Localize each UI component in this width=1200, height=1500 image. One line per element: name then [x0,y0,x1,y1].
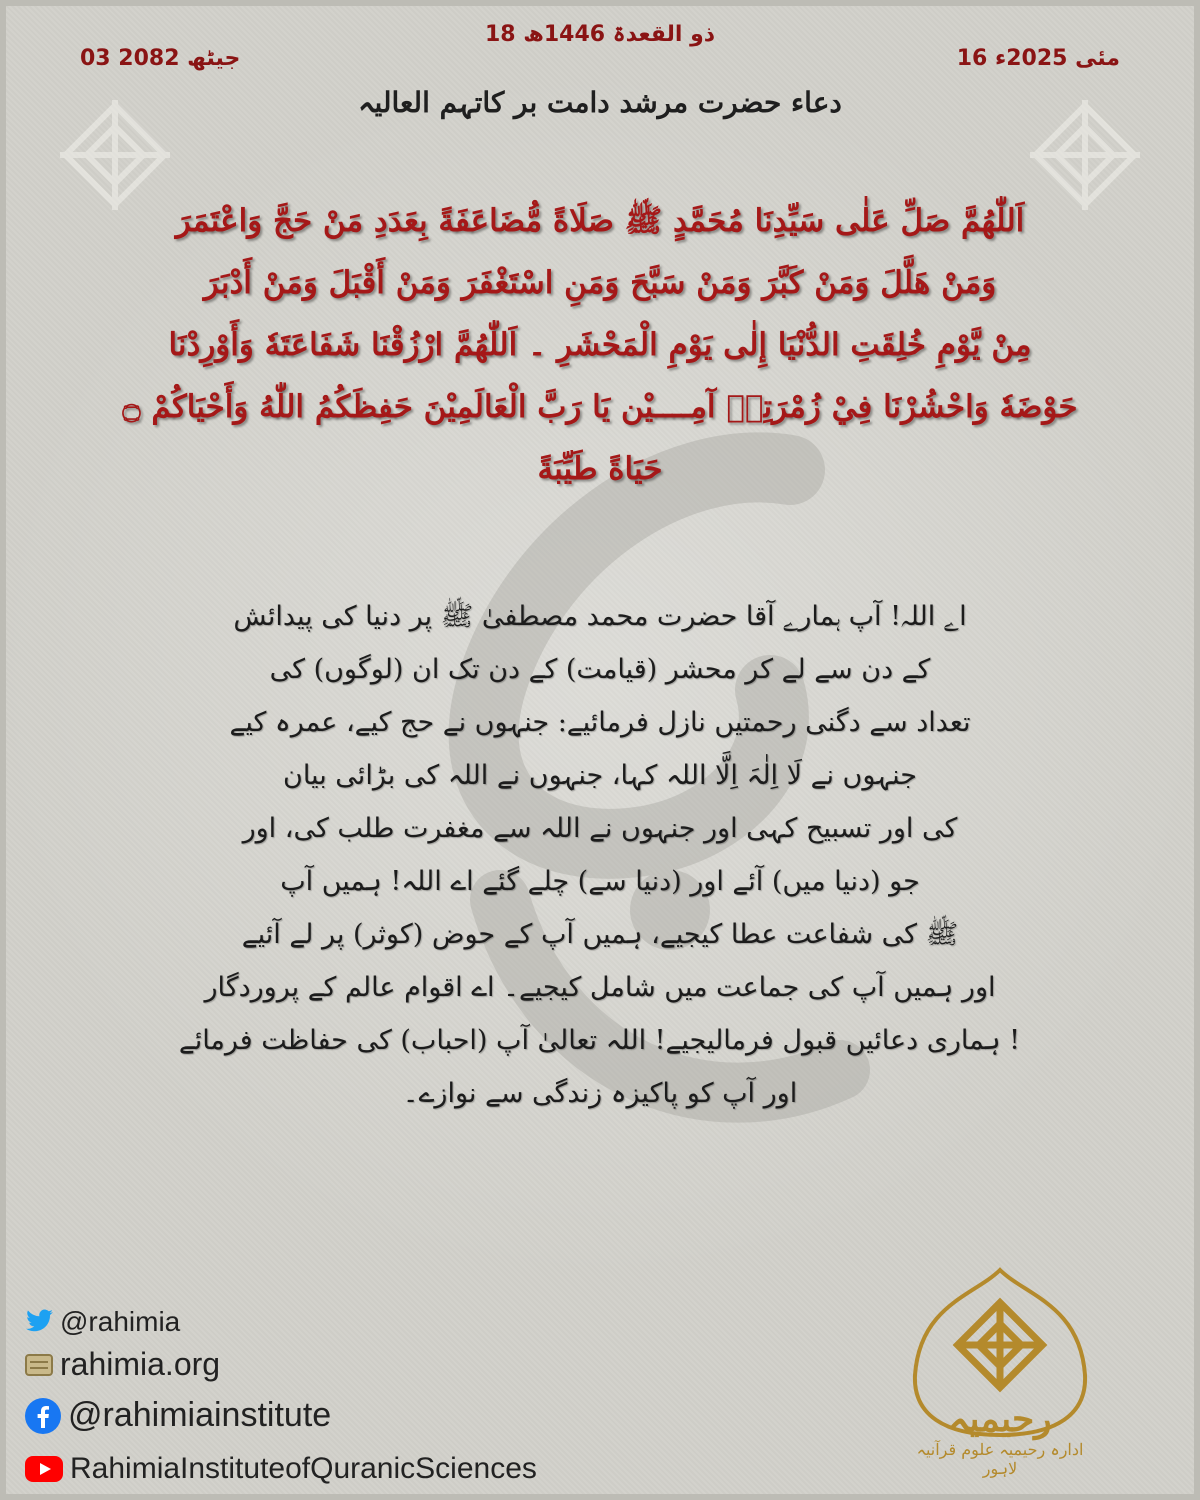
urdu-line: اور ہمیں آپ کی جماعت میں شامل کیجیے۔ اے اقوام عالم کے پروردگار [204,972,996,1003]
arabic-line: وَمَنْ هَلَّلَ وَمَنْ كَبَّرَ وَمَنْ سَبَّحَ وَمَنِ اسْتَغْفَرَ وَمَنْ أَقْبَلَ وَمَنْ أَدْبَرَ [203,265,997,301]
youtube-link[interactable] [24,1452,537,1486]
facebook-icon [24,1397,62,1435]
gregorian-date: 16 مئی 2025ء [956,46,1120,71]
twitter-handle: @rahimia [60,1306,181,1337]
hijri-date: 18 ذو القعدۃ 1446ھ [484,22,716,47]
urdu-line: اور آپ کو پاکیزہ زندگی سے نوازے۔ [402,1078,798,1109]
urdu-line: ! ہماری دعائیں قبول فرمالیجیے! اللہ تعالیٰ آپ (احباب) کی حفاظت فرمائے [178,1025,1020,1056]
website-url: rahimia.org [60,1346,221,1382]
youtube-icon [24,1455,64,1483]
arabic-line: مِنْ يَّوْمِ خُلِقَتِ الدُّنْيَا إِلٰى يَوْمِ الْمَحْشَرِ ۔ اَللّٰهُمَّ ارْزُقْنَا شَفَاعَتَهٗ وَأَوْرِدْنَا [168,327,1032,363]
urdu-line: ﷺ کی شفاعت عطا کیجیے، ہمیں آپ کے حوض (کوثر) پر لے آئیے [241,919,959,950]
globe-icon [24,1352,54,1378]
logo-name: رحیمیہ [948,1398,1052,1440]
twitter-link[interactable] [24,1306,180,1338]
urdu-line: جو (دنیا میں) آئے اور (دنیا سے) چلے گئے اے اللہ! ہمیں آپ [280,866,920,897]
website-link[interactable] [24,1346,220,1383]
urdu-translation [180,590,1020,1120]
urdu-line: جنہوں نے لَا اِلٰہَ اِلَّا اللہ کہا، جنہوں نے اللہ کی بڑائی بیان [283,760,917,791]
logo-subtitle: ادارہ رحیمیہ علوم قرآنیہ لاہور [916,1440,1084,1478]
facebook-handle: @rahimiainstitute [68,1396,332,1434]
arabic-line: حَوْضَهٗ وَاحْشُرْنَا فِيْ زُمْرَتِهٖ آمِــــيْن يَا رَبَّ الْعَالَمِيْنَ حَفِظَكُمُ اللّٰهُ وَأَحْيَاكُمْ ۝ [122,389,1078,425]
urdu-line: اے اللہ! آپ ہمارے آقا حضرت محمد مصطفیٰ ﷺ پر دنیا کی پیدائش [233,601,967,632]
urdu-line: تعداد سے دگنی رحمتیں نازل فرمائیے: جنہوں نے حج کیے، عمرہ کیے [229,707,971,738]
arabic-prayer [60,190,1140,500]
urdu-line: کی اور تسبیح کہی اور جنہوں نے اللہ سے مغفرت طلب کی، اور [242,813,958,844]
bikrami-date: 03 جیٹھ 2082 [80,46,241,71]
arabic-line: حَيَاةً طَيِّبَةً [537,451,663,487]
urdu-line: کے دن سے لے کر محشر (قیامت) کے دن تک ان (لوگوں) کی [269,654,931,685]
twitter-icon [24,1309,54,1335]
page-title: دعاء حضرت مرشد دامت بر کاتہم العالیہ [358,86,842,119]
facebook-link[interactable] [24,1396,331,1435]
arabic-line: اَللّٰهُمَّ صَلِّ عَلٰى سَيِّدِنَا مُحَمَّدٍ ﷺ صَلَاةً مُّضَاعَفَةً بِعَدَدِ مَنْ حَجَّ وَاعْتَمَرَ [175,203,1025,239]
youtube-channel: RahimiaInstituteofQuranicSciences [70,1452,537,1485]
